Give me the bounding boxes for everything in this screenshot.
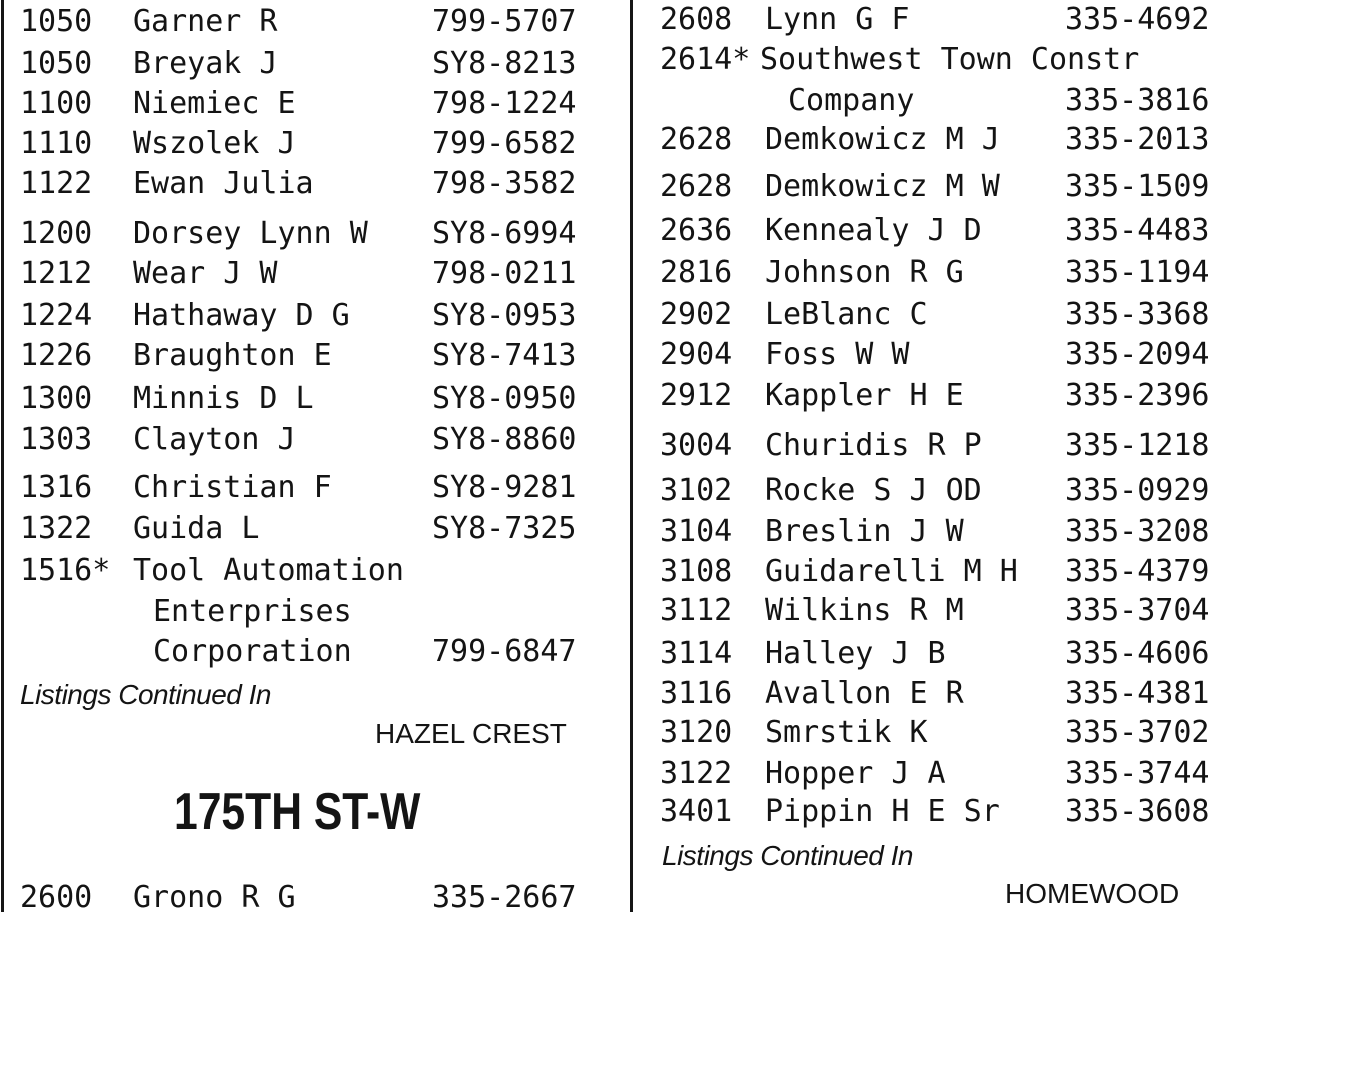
listing-phone: 335-1194 [1065, 255, 1210, 290]
listing-number: 2636 [660, 213, 733, 248]
continued-label: Listings Continued In [662, 840, 914, 871]
listing-name: Kennealy J D [765, 213, 982, 248]
listing-row [20, 336, 577, 376]
listing-number: 1316 [20, 470, 93, 505]
listing-phone: 335-4381 [1065, 676, 1210, 711]
listing-number: 3120 [660, 715, 733, 750]
listing-name: Breslin J W [765, 514, 964, 549]
listing-number: 2902 [660, 297, 733, 332]
business-name-line3: Corporation [153, 634, 352, 669]
listing-number: 2904 [660, 337, 733, 372]
listing-number: 2628 [660, 122, 733, 157]
listing-row [660, 335, 1210, 375]
listing-number: 1100 [20, 86, 93, 121]
listing-phone: 335-2094 [1065, 337, 1210, 372]
listing-number: 2600 [20, 880, 93, 915]
business-name-line2: Company [788, 83, 915, 118]
listing-name: Niemiec E [133, 86, 296, 121]
listing-number: 1224 [20, 298, 93, 333]
listing-phone: 335-3608 [1065, 794, 1210, 829]
listing-name: Wear J W [133, 256, 278, 291]
listing-phone: 335-3744 [1065, 756, 1210, 791]
listing-row [20, 164, 577, 204]
listing-number: 1110 [20, 126, 93, 161]
listing-row [20, 214, 577, 254]
listing-number: 1050 [20, 46, 93, 81]
listing-row [660, 792, 1210, 832]
listing-phone: 335-2013 [1065, 122, 1210, 157]
listing-row [660, 295, 1210, 335]
listing-name: Clayton J [133, 422, 296, 457]
listing-row [660, 634, 1210, 674]
listing-phone: 798-3582 [432, 166, 577, 201]
listing-number: 3401 [660, 794, 733, 829]
listing-phone: SY8-6994 [432, 216, 577, 251]
listing-phone: 799-6582 [432, 126, 577, 161]
business-name-line2: Enterprises [153, 594, 352, 629]
listing-row [660, 713, 1210, 753]
listing-row [660, 120, 1210, 160]
listing-row [20, 124, 577, 164]
listing-number: 1322 [20, 511, 93, 546]
listing-row [660, 552, 1210, 592]
listing-number: 1122 [20, 166, 93, 201]
listing-number: 2614* [660, 42, 751, 77]
listing-name: Halley J B [765, 636, 946, 671]
listing-name: Breyak J [133, 46, 278, 81]
listing-row [660, 754, 1210, 794]
listing-phone: 335-0929 [1065, 473, 1210, 508]
listing-name: Demkowicz M J [765, 122, 1000, 157]
listing-name: Rocke S J OD [765, 473, 982, 508]
listing-row [20, 296, 577, 336]
listing-row [660, 471, 1210, 511]
listing-phone: SY8-8860 [432, 422, 577, 457]
listing-number: 1050 [20, 4, 93, 39]
listing-phone: 335-1218 [1065, 428, 1210, 463]
listing-number: 3102 [660, 473, 733, 508]
listing-number: 3112 [660, 593, 733, 628]
listing-number: 1200 [20, 216, 93, 251]
listing-number: 3004 [660, 428, 733, 463]
listing-name: Guidarelli M H [765, 554, 1018, 589]
listing-name: Kappler H E [765, 378, 964, 413]
listing-number: 1212 [20, 256, 93, 291]
listing-phone: SY8-7325 [432, 511, 577, 546]
listing-row [660, 512, 1210, 552]
listing-row [660, 591, 1210, 631]
business-listing-row-cont [20, 632, 577, 672]
listing-phone: 335-4483 [1065, 213, 1210, 248]
listing-number: 2628 [660, 169, 733, 204]
business-name-line1: Southwest Town Constr [760, 42, 1140, 77]
listing-name: Pippin H E Sr [765, 794, 1000, 829]
listing-name: Christian F [133, 470, 332, 505]
listing-number: 3122 [660, 756, 733, 791]
listing-number: 3114 [660, 636, 733, 671]
listing-number: 1303 [20, 422, 93, 457]
listing-name: Ewan Julia [133, 166, 314, 201]
listing-number: 1226 [20, 338, 93, 373]
listing-name: Garner R [133, 4, 278, 39]
listing-row [660, 211, 1210, 251]
listing-name: Foss W W [765, 337, 910, 372]
continued-town: HAZEL CREST [375, 718, 567, 749]
continued-town: HOMEWOOD [1005, 878, 1180, 909]
listing-phone: 335-4692 [1065, 2, 1210, 37]
business-name-line1: Tool Automation [133, 553, 404, 588]
listing-name: Braughton E [133, 338, 332, 373]
listing-name: Minnis D L [133, 381, 314, 416]
listing-row [20, 468, 577, 508]
listing-number: 1300 [20, 381, 93, 416]
listing-phone: 335-3702 [1065, 715, 1210, 750]
listing-row [20, 2, 577, 42]
listing-number: 1516* [20, 553, 111, 588]
listing-phone: SY8-0953 [432, 298, 577, 333]
business-listing-row [20, 551, 404, 591]
listing-row [20, 420, 577, 460]
listing-row [20, 44, 577, 84]
listing-name: Dorsey Lynn W [133, 216, 368, 251]
listing-name: Demkowicz M W [765, 169, 1000, 204]
listing-phone: SY8-0950 [432, 381, 577, 416]
listing-number: 3116 [660, 676, 733, 711]
continued-label: Listings Continued In [20, 679, 272, 710]
listing-name: Guida L [133, 511, 260, 546]
listing-phone: 335-2667 [432, 880, 577, 915]
listing-name: Wszolek J [133, 126, 296, 161]
listing-row [20, 379, 577, 419]
listing-row [660, 0, 1210, 40]
column-divider [630, 0, 633, 912]
listing-row [660, 167, 1210, 207]
listing-phone: 335-3368 [1065, 297, 1210, 332]
listing-phone: 335-4379 [1065, 554, 1210, 589]
listing-number: 2816 [660, 255, 733, 290]
listing-phone: 799-5707 [432, 4, 577, 39]
listing-row [20, 509, 577, 549]
business-listing-row-cont [20, 592, 352, 632]
listing-phone: 335-1509 [1065, 169, 1210, 204]
listing-phone: SY8-9281 [432, 470, 577, 505]
listing-name: Grono R G [133, 880, 296, 915]
listing-row [660, 426, 1210, 466]
listing-name: LeBlanc C [765, 297, 928, 332]
listing-phone: 335-4606 [1065, 636, 1210, 671]
street-heading: 175TH ST-W [174, 783, 421, 841]
listing-name: Johnson R G [765, 255, 964, 290]
listing-phone: 335-3208 [1065, 514, 1210, 549]
listing-name: Avallon E R [765, 676, 964, 711]
listing-phone: SY8-8213 [432, 46, 577, 81]
listing-row [20, 254, 577, 294]
listing-name: Churidis R P [765, 428, 982, 463]
listing-name: Wilkins R M [765, 593, 964, 628]
left-edge-rule [1, 0, 4, 912]
listing-number: 2608 [660, 2, 733, 37]
listing-phone: 335-3816 [1065, 83, 1210, 118]
listing-phone: 798-1224 [432, 86, 577, 121]
listing-number: 3108 [660, 554, 733, 589]
listing-row [660, 253, 1210, 293]
listing-phone: 335-3704 [1065, 593, 1210, 628]
listing-name: Smrstik K [765, 715, 928, 750]
listing-phone: 798-0211 [432, 256, 577, 291]
listing-number: 2912 [660, 378, 733, 413]
listing-name: Hopper J A [765, 756, 946, 791]
business-listing-row [660, 40, 1140, 80]
listing-row [660, 674, 1210, 714]
listing-name: Hathaway D G [133, 298, 350, 333]
listing-phone: SY8-7413 [432, 338, 577, 373]
listing-phone: 335-2396 [1065, 378, 1210, 413]
listing-row [660, 376, 1210, 416]
listing-row [20, 84, 577, 124]
listing-number: 3104 [660, 514, 733, 549]
listing-row [20, 878, 577, 918]
listing-phone: 799-6847 [432, 634, 577, 669]
business-listing-row-cont [660, 81, 1210, 121]
listing-name: Lynn G F [765, 2, 910, 37]
